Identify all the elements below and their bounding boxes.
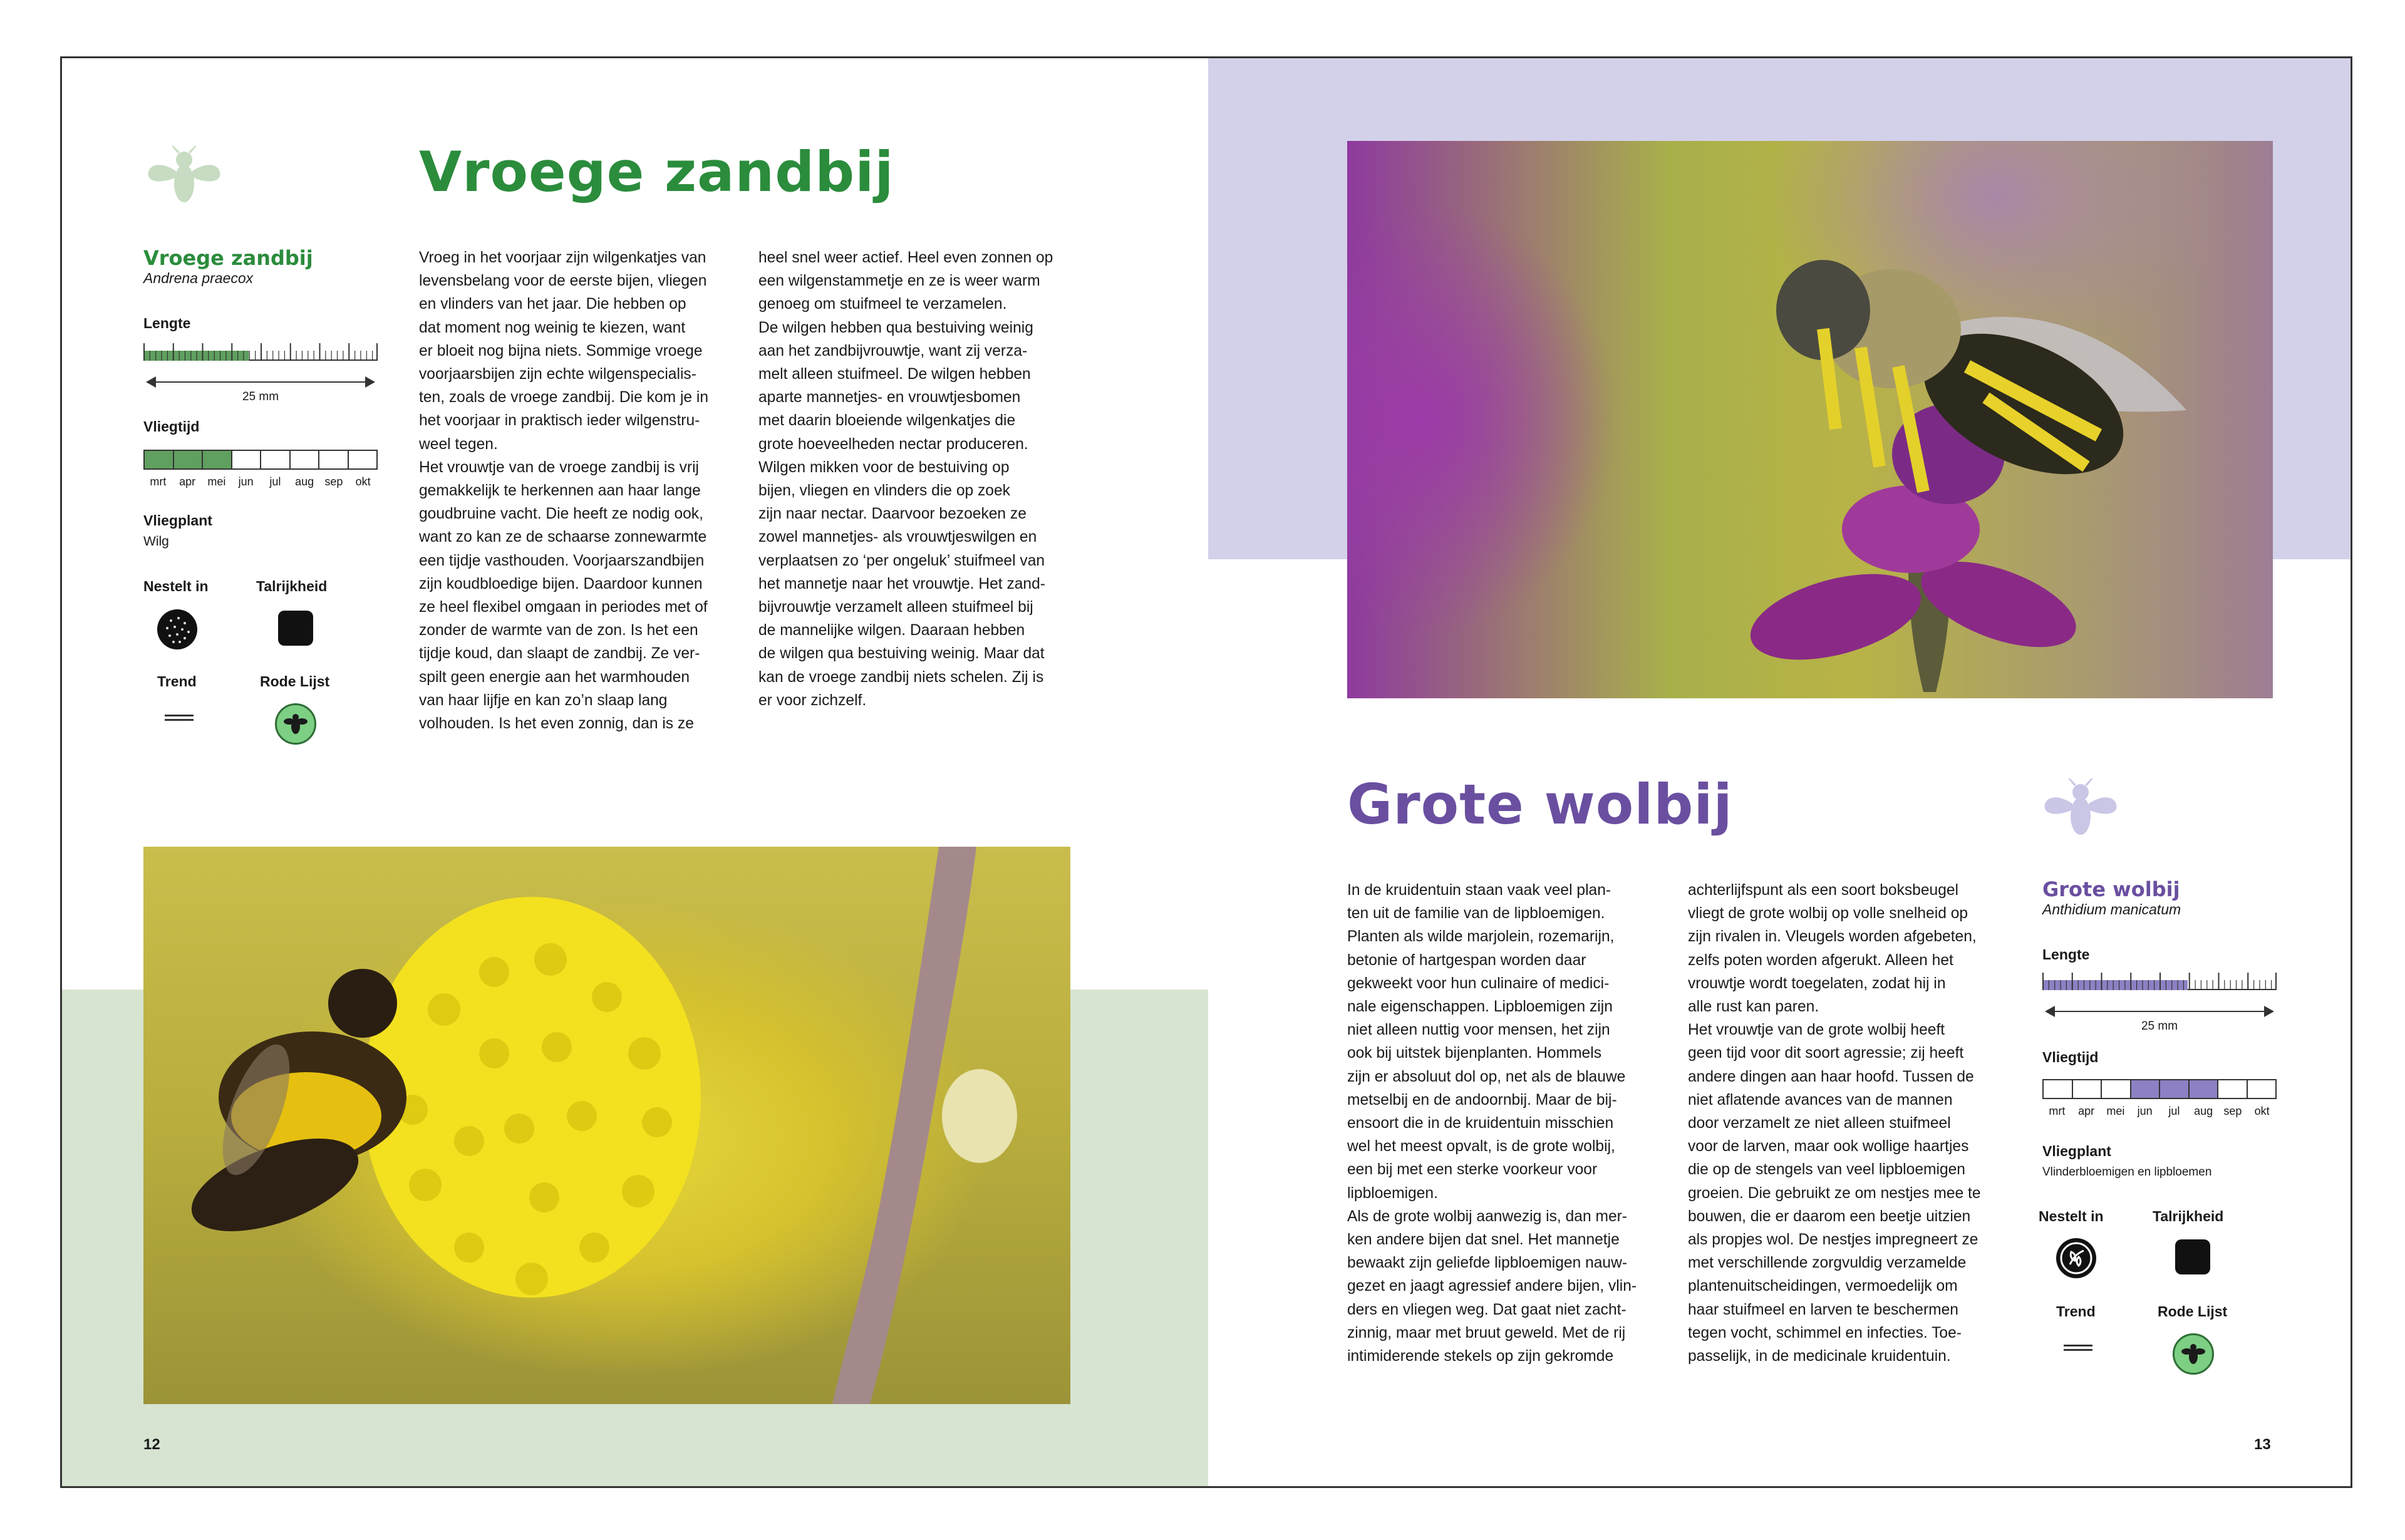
right-flight-months	[2042, 1079, 2277, 1099]
left-length-ruler	[143, 343, 378, 361]
right-month-label-jun: jun	[2137, 1105, 2153, 1117]
left-month-cell-mrt	[145, 451, 174, 468]
right-month-cell-aug	[2190, 1080, 2219, 1098]
right-month-cell-jul	[2160, 1080, 2190, 1098]
left-plant-value: Wilg	[143, 534, 169, 549]
right-sidebar-name: Grote wolbij	[2042, 877, 2180, 901]
left-month-label-mei: mei	[207, 475, 226, 488]
left-month-label-jun: jun	[238, 475, 254, 488]
left-body-column-2	[758, 246, 1090, 712]
left-month-label-mrt: mrt	[150, 475, 167, 488]
right-body-text-1: In de kruidentuin staan vaak veel plan- ten uit de familie van de lipbloemigen. Planten als wilde marjolein, rozemarijn, betonie of hartgespan worden daar gekweekt voor hun culinaire of medici- nale eigenschappen. Lipbloemigen zijn niet alleen nuttig voor mensen, het zijn ook bij uitstek bijenplanten. Hommels zijn er absoluut dol op, net als de blauwe metselbij en de andoornbij. Maar de bij- ensoort die in de kruidentuin misschien wel het meest opvalt, is de grote wolbij, een bij met een sterke voorkeur voor lipbloemigen. Als de grote wolbij aanwezig is, dan mer- ken andere bijen dat snel. Het mannetje bewaakt zijn geliefde lipbloemigen nauw- gezet en jaagt agressief andere bijen, vlin- ders en vliegen weg. Dat gaat niet zacht- zinnig, maar met bruut geweld. Met de rij intimiderende stekels op zijn gekromde	[1347, 882, 1637, 1365]
book-spread	[60, 56, 2352, 1488]
right-plant-value: Vlinderbloemigen en lipbloemen	[2042, 1165, 2212, 1179]
left-nest-label: Nestelt in	[143, 578, 209, 594]
right-bee-icon	[2040, 778, 2121, 841]
left-length-label: Lengte	[143, 315, 191, 331]
left-flight-months	[143, 450, 378, 470]
left-length-arrow	[147, 381, 374, 383]
left-body-text-1: Vroeg in het voorjaar zijn wilgenkatjes van levensbelang voor de eerste bijen, vliegen en vlinders van het jaar. Die hebben op dat moment nog weinig te kiezen, want er bloeit nog bijna niets. Sommige vroege voorjaarsbijen zijn echte wilgenspecialis- ten, zoals de vroege zandbij. Die kom je in het voorjaar in praktisch ieder wilgenstru- weel tegen. Het vrouwtje van de vroege zandbij is vrij gemakkelijk te herkennen aan haar lange goudbruine vacht. Die heeft ze nodig ook, want zo kan ze de schaarse zonnewarmte een tijdje vasthouden. Voorjaarszandbijen zijn koudbloedige bijen. Daardoor kunnen ze heel flexibel omgaan in periodes met of zonder de warmte van de zon. Is het een tijdje koud, dan slaapt de zandbij. Ze ver- spilt geen energie aan het warmhouden van haar lijfje en kan zo’n slaap lang volhouden. Is het even zonnig, dan is ze	[419, 249, 709, 733]
left-abundance-label: Talrijkheid	[256, 578, 328, 594]
right-redlist-bee-icon	[2173, 1333, 2214, 1375]
photo-grote-wolbij	[1347, 141, 2273, 698]
right-month-cell-okt	[2248, 1080, 2276, 1098]
left-month-cell-apr	[174, 451, 204, 468]
right-month-cell-mei	[2102, 1080, 2131, 1098]
left-page-title: Vroege zandbij	[419, 140, 894, 204]
right-length-value: 25 mm	[2141, 1020, 2178, 1033]
left-month-labels	[143, 475, 378, 488]
right-nest-label: Nestelt in	[2039, 1208, 2104, 1224]
right-redlist-label: Rode Lijst	[2158, 1303, 2228, 1320]
left-sidebar-latin: Andrena praecox	[143, 270, 254, 286]
left-redlist-label: Rode Lijst	[260, 673, 330, 690]
right-page-title: Grote wolbij	[1347, 772, 1733, 837]
left-body-column-1	[419, 246, 745, 735]
right-month-label-sep: sep	[2223, 1105, 2242, 1117]
right-length-arrow	[2046, 1011, 2273, 1012]
left-month-cell-jul	[261, 451, 291, 468]
left-month-cell-mei	[203, 451, 232, 468]
left-page-number: 12	[143, 1436, 160, 1453]
left-plant-label: Vliegplant	[143, 512, 212, 529]
right-month-cell-mrt	[2044, 1080, 2073, 1098]
right-month-cell-jun	[2131, 1080, 2161, 1098]
right-abundance-label: Talrijkheid	[2153, 1208, 2224, 1224]
right-length-label: Lengte	[2042, 946, 2090, 963]
left-month-cell-sep	[319, 451, 349, 468]
left-redlist-bee-icon	[275, 703, 316, 745]
left-month-cell-okt	[349, 451, 377, 468]
right-plant-nest-icon	[2056, 1238, 2096, 1278]
right-month-cell-sep	[2218, 1080, 2248, 1098]
left-month-cell-jun	[232, 451, 262, 468]
right-month-label-aug: aug	[2194, 1105, 2213, 1117]
left-length-fill	[143, 351, 249, 361]
right-month-label-okt: okt	[2254, 1105, 2270, 1117]
left-month-cell-aug	[291, 451, 320, 468]
left-trend-stable-icon	[165, 715, 194, 721]
right-trend-stable-icon	[2064, 1345, 2092, 1351]
left-body-text-2: heel snel weer actief. Heel even zonnen op een wilgenstammetje en ze is weer warm genoeg om stuifmeel te verzamelen. De wilgen hebben qua bestuiving weinig aan het zandbijvrouwtje, want zij verza- melt alleen stuifmeel. De wilgen hebben aparte mannetjes- en vrouwtjesbomen met daarin bloeiende wilgenkatjes die grote hoeveelheden nectar produceren. Wilgen mikken voor de bestuiving op bijen, vliegen en vlinders die op zoek zijn naar nectar. Daarvoor bezoeken ze zowel mannetjes- als vrouwtjeswilgen en verplaatsen zo ‘per ongeluk’ stuifmeel van het mannetje naar het vrouwtje. Het zand- bijvrouwtje verzamelt alleen stuifmeel bij de mannelijke wilgen. Daaraan hebben de wilgen qua bestuiving weinig. Maar dat kan de vroege zandbij niets schelen. Zij is er voor zichzelf.	[758, 249, 1053, 709]
photo-vroege-zandbij	[143, 847, 1070, 1404]
left-trend-label: Trend	[157, 673, 197, 690]
right-body-column-2	[1688, 879, 2026, 1368]
right-length-ruler	[2042, 973, 2277, 990]
right-page-number: 13	[2254, 1436, 2271, 1453]
right-trend-label: Trend	[2056, 1303, 2096, 1320]
right-plant-label: Vliegplant	[2042, 1143, 2111, 1159]
left-sidebar-name: Vroege zandbij	[143, 246, 313, 270]
right-month-label-mrt: mrt	[2049, 1105, 2066, 1117]
left-month-label-apr: apr	[179, 475, 196, 488]
left-sand-nest-icon	[157, 609, 197, 649]
left-bee-icon	[143, 146, 225, 209]
left-flight-label: Vliegtijd	[143, 418, 200, 435]
left-month-label-aug: aug	[295, 475, 314, 488]
right-month-label-jul: jul	[2168, 1105, 2180, 1117]
left-abundance-square-icon	[278, 611, 313, 646]
left-length-value: 25 mm	[242, 390, 279, 403]
right-body-column-1	[1347, 879, 1685, 1368]
right-month-labels	[2042, 1105, 2277, 1118]
right-month-cell-apr	[2073, 1080, 2102, 1098]
right-body-text-2: achterlijfspunt als een soort boksbeugel vliegt de grote wolbij op volle snelheid op zijn rivalen in. Vleugels worden afgebeten, zelfs poten worden afgerukt. Alleen het vrouwtje wordt toegelaten, zodat hij in alle rust kan paren. Het vrouwtje van de grote wolbij heeft geen tijd voor dit soort agressie; zij heeft andere dingen aan haar hoofd. Tussen de niet aflatende avances van de mannen door verzamelt ze niet alleen stuifmeel voor de larven, maar ook wollige haartjes die op de stengels van veel lipbloemigen groeien. Die gebruikt ze om nestjes mee te bouwen, die er daarom een beetje uitzien als propjes wol. De nestjes impregneert ze met verschillende zorgvuldig verzamelde plantenuitscheidingen, vermoedelijk om haar stuifmeel en larven te beschermen tegen vocht, schimmel en infecties. Toe- passelijk, in de medicinale kruidentuin.	[1688, 882, 1981, 1365]
right-sidebar-latin: Anthidium manicatum	[2042, 901, 2181, 917]
left-month-label-okt: okt	[355, 475, 371, 488]
left-month-label-sep: sep	[324, 475, 343, 488]
right-flight-label: Vliegtijd	[2042, 1049, 2099, 1065]
right-abundance-square-icon	[2175, 1239, 2210, 1274]
right-month-label-apr: apr	[2078, 1105, 2095, 1117]
left-month-label-jul: jul	[269, 475, 281, 488]
right-month-label-mei: mei	[2106, 1105, 2125, 1117]
